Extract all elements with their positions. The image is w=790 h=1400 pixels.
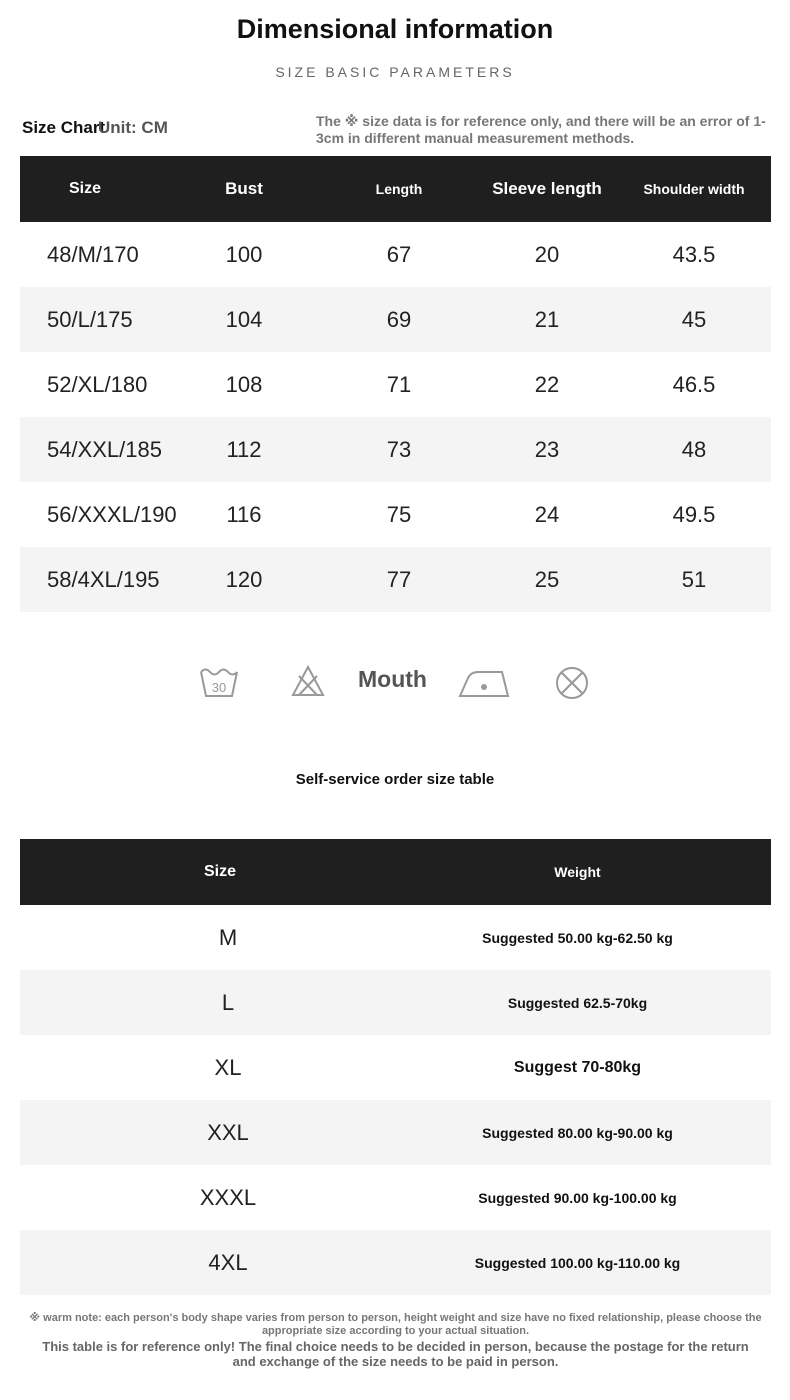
weight-cell: Suggested 62.5-70kg [507,994,648,1011]
wash-temperature: 30 [211,680,227,695]
table-header [20,839,771,905]
shoulder-width-cell: 49.5 [672,501,716,527]
table-row [20,1165,771,1230]
length-cell: 71 [386,371,412,397]
size-cell: 48/M/170 [47,241,139,267]
length-cell: 67 [386,241,412,267]
column-header-length: Length [375,181,423,197]
warm-note: ※ warm note: each person's body shape varies from person to person, height weight and size have no fixed relationship, please choose the appropriate size according to your actual situation. [29,1312,762,1337]
length-cell: 75 [386,501,412,527]
size-cell: 56/XXXL/190 [47,501,177,527]
size-chart-table [20,156,771,612]
no-bleach-icon [290,664,326,698]
weight-cell: Suggest 70-80kg [513,1058,642,1076]
sleeve-length-cell: 22 [534,371,560,397]
page-title: Dimensional information [236,14,554,44]
length-cell: 69 [386,306,412,332]
wash-30-icon [198,662,240,702]
table-row [20,970,771,1035]
care-label: Mouth [358,666,427,692]
bust-cell: 108 [225,371,263,397]
table-row [20,905,771,970]
size-cell: 58/4XL/195 [47,566,160,592]
table-row [20,417,771,482]
size-cell: XXL [207,1119,249,1145]
size-cell: L [221,989,235,1015]
length-cell: 77 [386,566,412,592]
care-symbols [0,656,790,710]
size-cell: 4XL [208,1249,248,1275]
size-cell: XXXL [199,1184,257,1210]
size-cell: M [218,924,238,950]
size-cell: 52/XL/180 [47,371,148,397]
sleeve-length-cell: 24 [534,501,560,527]
table-row [20,1230,771,1295]
order-size-table [20,839,771,1295]
weight-cell: Suggested 100.00 kg-110.00 kg [474,1254,681,1271]
table-row [20,1100,771,1165]
sleeve-length-cell: 23 [534,436,560,462]
bust-cell: 104 [225,306,263,332]
table-row [20,547,771,612]
bust-cell: 120 [225,566,263,592]
page-subtitle: SIZE BASIC PARAMETERS [275,64,515,80]
table-row [20,222,771,287]
shoulder-width-cell: 51 [681,566,707,592]
sleeve-length-cell: 20 [534,241,560,267]
table-row [20,482,771,547]
table-row [20,287,771,352]
final-note: This table is for reference only! The final choice needs to be decided in person, because the postage for the return and exchange of the size needs to be paid in person. [42,1339,749,1369]
weight-cell: Suggested 90.00 kg-100.00 kg [478,1189,677,1206]
bust-cell: 116 [226,501,262,527]
sleeve-length-cell: 25 [534,566,560,592]
reference-note: The ※ size data is for reference only, and there will be an error of 1-3cm in different manual measurement methods. [316,113,766,146]
column-header-shoulder-width: Shoulder width [643,181,745,197]
order-table-title: Self-service order size table [295,771,495,788]
size-cell: 54/XXL/185 [47,436,162,462]
iron-low-icon [456,664,512,700]
table-row [20,1035,771,1100]
column-header-size: Size [203,863,236,880]
unit-label: Unit: CM [98,118,168,137]
column-header-size: Size [68,180,101,197]
table-row [20,352,771,417]
size-cell: XL [214,1054,242,1080]
size-cell: 50/L/175 [47,306,133,332]
sleeve-length-cell: 21 [534,306,560,332]
shoulder-width-cell: 45 [681,306,707,332]
column-header-weight: Weight [554,864,601,880]
no-tumble-dry-icon [553,664,591,702]
column-header-bust: Bust [225,179,263,198]
weight-cell: Suggested 80.00 kg-90.00 kg [482,1124,673,1141]
shoulder-width-cell: 46.5 [672,371,716,397]
shoulder-width-cell: 48 [681,436,707,462]
length-cell: 73 [386,436,412,462]
shoulder-width-cell: 43.5 [672,241,716,267]
weight-cell: Suggested 50.00 kg-62.50 kg [482,929,673,946]
bust-cell: 112 [226,436,262,462]
bust-cell: 100 [225,241,263,267]
column-header-sleeve-length: Sleeve length [492,179,602,198]
size-chart-label: Size Chart [22,118,106,137]
table-header [20,156,771,222]
